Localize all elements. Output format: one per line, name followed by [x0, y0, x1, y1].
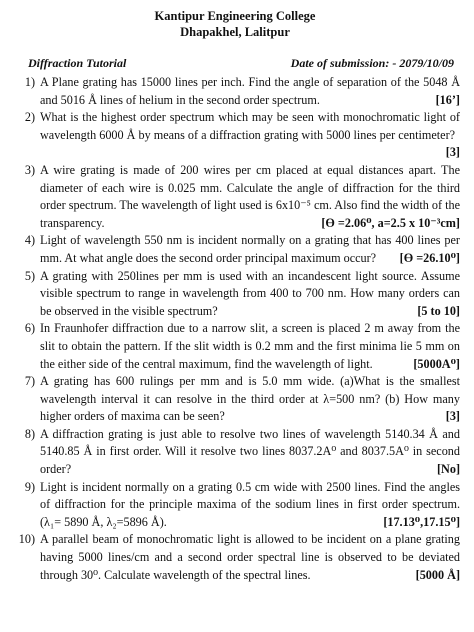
question-text: A grating with 250lines per mm is used with an incandescent light source. Assume visible spectrum to range in wavelength from 400 to 700 nm. How many orders can be observed in the visible spectrum? [5 to 10] — [40, 268, 460, 321]
question-answer: [3] — [445, 145, 460, 160]
question-item — [10, 426, 460, 479]
question-number: 4) — [24, 233, 35, 248]
question-text: What is the highest order spectrum which may be seen with monochromatic light of wavelength 6000 Å by means of a diffraction grating with 5000 lines per centimeter? [3] — [40, 109, 460, 162]
question-item — [10, 531, 460, 584]
question-answer: [5 to 10] — [417, 303, 460, 318]
question-number: 10) — [18, 532, 35, 547]
question-text: A parallel beam of monochromatic light is allowed to be incident on a plane grating having 5000 lines/cm and a second order spectral line is observed to be deviated through 30⁰. Calculate wavelength of the spectral lines. [5000 Å] — [40, 531, 460, 584]
question-text: A grating has 600 rulings per mm and is 5.0 mm wide. (a)What is the smallest wavelength interval it can resolve in the third order at λ=500 nm? (b) How many higher orders of maxima can be seen? [3] — [40, 373, 460, 426]
question-item — [10, 373, 460, 426]
question-number: 7) — [24, 374, 35, 389]
question-answer: [17.13⁰,17.15⁰] — [383, 514, 460, 529]
question-answer: [5000 Å] — [415, 567, 460, 582]
question-item — [10, 74, 460, 109]
question-number: 3) — [24, 162, 35, 177]
question-item — [10, 320, 460, 373]
tutorial-meta-row — [28, 56, 454, 71]
tutorial-title: Diffraction Tutorial — [28, 56, 127, 70]
question-answer: [ϴ =26.10⁰] — [399, 250, 460, 265]
question-number: 1) — [24, 75, 35, 89]
question-answer: [3] — [445, 409, 460, 424]
question-text: A diffraction grating is just able to resolve two lines of wavelength 5140.34 Å and 5140.85 Å in first order. Will it resolve two lines 8037.2A⁰ and 8037.5A⁰ in second order? [No] — [40, 426, 460, 479]
question-item — [10, 479, 460, 532]
question-item — [10, 109, 460, 162]
question-answer: [5000A⁰] — [413, 356, 460, 371]
question-item — [10, 232, 460, 267]
question-number: 2) — [24, 110, 35, 125]
question-text: A Plane grating has 15000 lines per inch. Find the angle of separation of the 5048 Å and 5016 Å lines of helium in the second order spectrum. [16’] — [40, 74, 460, 109]
question-number: 8) — [24, 426, 35, 441]
college-name: Kantipur Engineering College — [154, 9, 316, 23]
question-answer: [No] — [436, 462, 460, 477]
question-number: 5) — [24, 268, 35, 283]
question-list — [10, 74, 460, 584]
question-text: Light is incident normally on a grating 0.5 cm wide with 2500 lines. Find the angles of diffraction for the principle maxima of the sodium lines in first order spectrum. (λ₁= 5890 Å, λ₂=5896 Å). [17.13⁰,17.15⁰] — [40, 479, 460, 532]
submission-date: Date of submission: - 2079/10/09 — [290, 56, 454, 70]
question-text: A wire grating is made of 200 wires per cm placed at equal distances apart. The diameter of each wire is 0.025 mm. Calculate the angle of diffraction for the third order spectrum. The wavelength of light used is 6x10⁻⁵ cm. Also find the width of the transparency. [ϴ =2.06⁰, a=2.5 x 10⁻³cm] — [40, 162, 460, 232]
question-item — [10, 268, 460, 321]
question-text: Light of wavelength 550 nm is incident normally on a grating that has 400 lines per mm. At what angle does the second order principal maximum occur? [ϴ =26.10⁰] — [40, 232, 460, 267]
college-address: Dhapakhel, Lalitpur — [180, 25, 290, 39]
question-answer: [16’] — [435, 92, 460, 107]
question-item — [10, 162, 460, 232]
question-number: 6) — [24, 321, 35, 336]
question-answer: [ϴ =2.06⁰, a=2.5 x 10⁻³cm] — [321, 215, 460, 230]
question-number: 9) — [24, 479, 35, 494]
question-text: In Fraunhofer diffraction due to a narrow slit, a screen is placed 2 m away from the slit to obtain the pattern. If the slit width is 0.2 mm and the first minima lie 5 mm on the either side of the central maximum, find the wavelength of light. [5000A⁰] — [40, 320, 460, 373]
